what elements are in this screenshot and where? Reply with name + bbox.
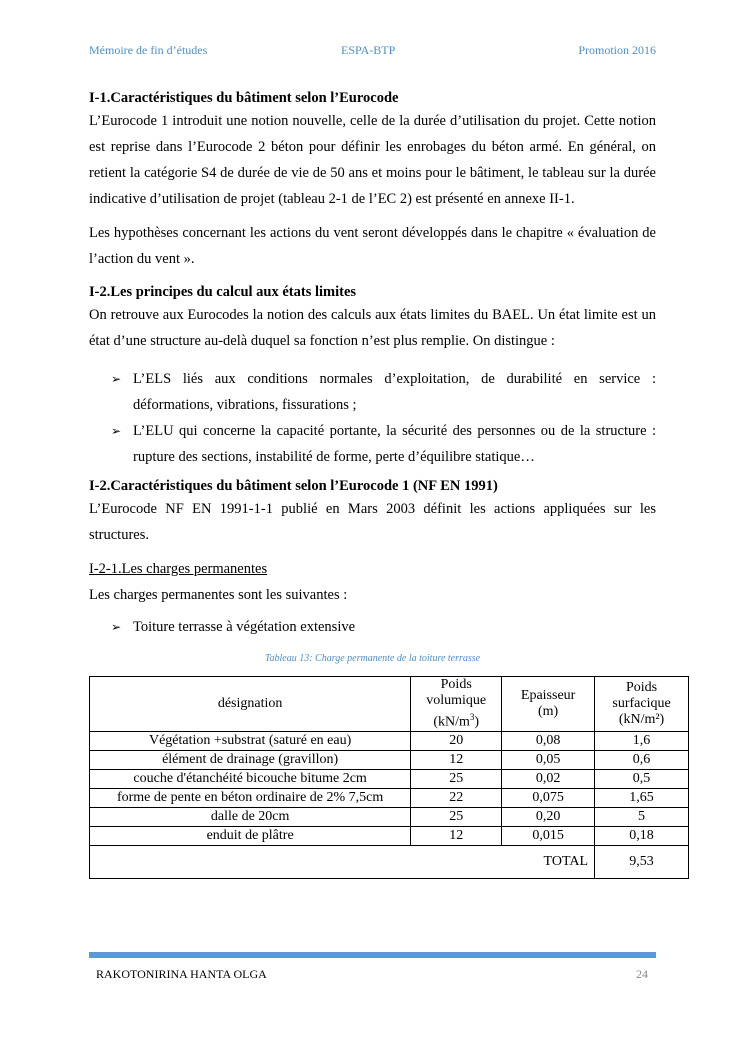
footer-author: RAKOTONIRINA HANTA OLGA: [96, 967, 267, 981]
header-right: Promotion 2016: [578, 43, 656, 57]
paragraph: Les charges permanentes sont les suivantes :: [89, 587, 348, 603]
bullet-list: [89, 614, 656, 640]
footer-divider: [89, 952, 656, 958]
table-caption: Tableau 13: Charge permanente de la toiture terrasse: [264, 653, 481, 664]
arrow-bullet-icon: ➢: [111, 372, 122, 386]
bullet-list: [89, 366, 656, 470]
section-title: I-1.Caractéristiques du bâtiment selon l’Eurocode: [89, 90, 399, 106]
list-item: [89, 614, 656, 640]
header-epaisseur: Epaisseur (m): [502, 677, 595, 732]
paragraph: Les hypothèses concernant les actions du vent seront développés dans le chapitre « évaluation de l’action du vent ».: [89, 225, 656, 267]
list-item-text: L’ELU qui concerne la capacité portante, la sécurité des personnes ou de la structure : rupture des sections, instabilité de forme, perte d’équilibre statique…: [133, 423, 656, 465]
table-header-row: [90, 677, 689, 732]
paragraph: On retrouve aux Eurocodes la notion des calculs aux états limites du BAEL. Un état limite est un état d’une structure au-delà duquel sa fonction n’est plus remplie. On distingue :: [89, 307, 656, 349]
arrow-bullet-icon: ➢: [111, 620, 122, 634]
table-row: élément de drainage (gravillon) 12 0,05 0,6: [90, 750, 689, 769]
header-designation: désignation: [90, 677, 411, 732]
paragraph: L’Eurocode NF EN 1991-1-1 publié en Mars 2003 définit les actions appliquées sur les structures.: [89, 501, 656, 543]
section-title: I-2.Caractéristiques du bâtiment selon l’Eurocode 1 (NF EN 1991): [89, 478, 498, 494]
header-center: ESPA-BTP: [341, 43, 396, 57]
total-value: 9,53: [595, 845, 689, 878]
table-row: enduit de plâtre 12 0,015 0,18: [90, 826, 689, 845]
list-item-text: L’ELS liés aux conditions normales d’exploitation, de durabilité en service : déformations, vibrations, fissurations ;: [133, 371, 656, 413]
header-poids-volumique: Poids volumique $(kN/m^3)$: [411, 677, 502, 732]
charges-table: [89, 676, 689, 879]
header-poids-surfacique: Poids surfacique (kN/m²): [595, 677, 689, 732]
table-row: forme de pente en béton ordinaire de 2% 7,5cm 22 0,075 1,65: [90, 788, 689, 807]
table-row: Végétation +substrat (saturé en eau) 20 0,08 1,6: [90, 731, 689, 750]
header-left: Mémoire de fin d’études: [89, 43, 208, 57]
paragraph: L’Eurocode 1 introduit une notion nouvelle, celle de la durée d’utilisation du projet. Cette notion est reprise dans l’Eurocode 2 béton pour définir les enrobages du béton armé. En général, on retient la catégorie S4 de durée de vie de 50 ans et moins pour le bâtiment, le tableau sur la durée indicative d’utilisation de projet (tableau 2-1 de l’EC 2) est présenté en annexe II-1.: [89, 113, 656, 207]
arrow-bullet-icon: ➢: [111, 424, 122, 438]
list-item: [89, 366, 656, 418]
table-row: couche d'étanchéité bicouche bitume 2cm 25 0,02 0,5: [90, 769, 689, 788]
list-item: [89, 418, 656, 470]
document-body: [89, 88, 671, 879]
table-total-row: [90, 845, 689, 878]
page-number: 24: [636, 967, 648, 981]
subsection-title: I-2-1.Les charges permanentes: [89, 561, 268, 577]
total-label: TOTAL: [90, 845, 595, 878]
page-header: [89, 43, 656, 59]
section-title: I-2.Les principes du calcul aux états limites: [89, 284, 357, 300]
list-item-text: Toiture terrasse à végétation extensive: [133, 619, 356, 635]
table-row: dalle de 20cm 25 0,20 5: [90, 807, 689, 826]
